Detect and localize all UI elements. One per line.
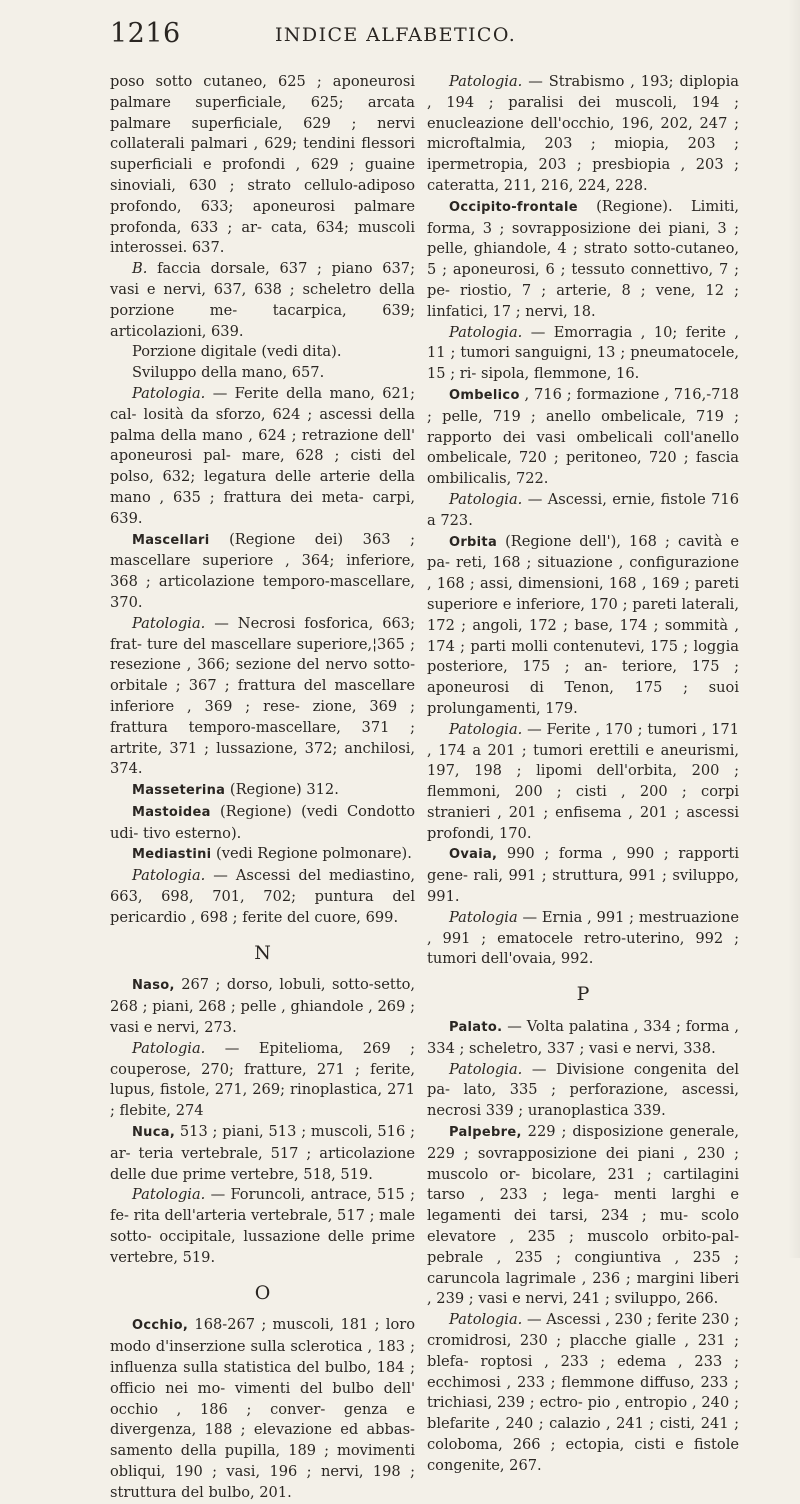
- entry-text: — Ernia , 991 ; mestruazione , 991 ; ematocele retro-uterino, 992 ; tumori dell'ovaia, 992.: [427, 908, 739, 968]
- entry-subheading: Patologia.: [449, 73, 523, 90]
- entry-text: (Regione). Limiti, forma, 3 ; sovrapposizione dei piani, 3 ; pelle, ghiandole, 4 ; strato sotto-cutaneo, 5 ; aponeurosi, 6 ; tessuto connettivo, 7 ; pe- riostio, 7 ; arterie, 8 ; vene, 12 ; linfatici, 17 ; nervi, 18.: [427, 197, 739, 320]
- index-entry: [110, 866, 415, 928]
- entry-lemma: Mastoidea: [132, 804, 211, 820]
- entry-subheading: Patologia.: [132, 614, 206, 632]
- index-entry: [110, 802, 415, 845]
- entry-subheading: Patologia.: [449, 1060, 523, 1078]
- entry-text: (Regione) (vedi Condotto udi- tivo esterno).: [110, 802, 415, 842]
- left-column: [110, 72, 415, 1504]
- entry-subheading: Patologia.: [449, 490, 523, 508]
- entry-text: (vedi Regione polmonare).: [211, 845, 412, 863]
- index-entry: [110, 614, 415, 780]
- index-entry: [110, 1315, 415, 1503]
- entry-text: 513 ; piani, 513 ; muscoli, 516 ; ar- teria vertebrale, 517 ; articolazione delle due prime vertebre, 518, 519.: [110, 1123, 415, 1183]
- right-column: [427, 72, 739, 1477]
- index-entry: [110, 259, 415, 342]
- index-entry: [110, 72, 415, 259]
- entry-text: — Ascessi, ernie, fistole 716 a 723.: [427, 490, 739, 529]
- page-header: [110, 18, 720, 54]
- entry-lemma: Ombelico: [449, 387, 520, 403]
- index-entry: [427, 1017, 739, 1060]
- entry-lemma: Occhio,: [132, 1318, 189, 1334]
- index-entry: [110, 530, 415, 614]
- entry-subheading: Patologia.: [449, 1311, 523, 1329]
- index-entry: [427, 908, 739, 970]
- index-entry: [110, 975, 415, 1038]
- entry-text: — Volta palatina , 334 ; forma , 334 ; scheletro, 337 ; vasi e nervi, 338.: [427, 1018, 739, 1057]
- entry-text: Porzione digitale (vedi dita).: [132, 343, 342, 361]
- index-entry: [427, 385, 739, 490]
- index-entry: [110, 1185, 415, 1268]
- entry-subheading: Patologia.: [132, 1039, 206, 1057]
- index-entry: [427, 532, 739, 720]
- entry-text: — Ferite della mano, 621; cal- losità da sforzo, 624 ; ascessi della palma della mano , 624 ; retrazione dell' aponeurosi pal- mare, 628 ; cisti del polso, 632; legatura delle arterie della mano , 635 ; frattura dei meta- carpi, 639.: [110, 384, 415, 527]
- entry-text: 229 ; disposizione generale, 229 ; sovrapposizione dei piani , 230 ; muscolo or- bicolare, 231 ; cartilagini tarso , 233 ; lega- menti larghi e legamenti dei tarsi, 234 ; mu- scolo elevatore , 235 ; muscolo orbito-pal- pebrale , 235 ; congiuntiva , 235 ; caruncola lagrimale , 236 ; margini liberi , 239 ; vasi e nervi, 241 ; sviluppo, 266.: [427, 1123, 739, 1308]
- index-entry: [110, 342, 415, 363]
- entry-text: (Regione) 312.: [225, 781, 339, 799]
- index-entry: [427, 72, 739, 197]
- entry-text: — Divisione congenita del pa- lato, 335 ; perforazione, ascessi, necrosi 339 ; uranoplastica 339.: [427, 1060, 739, 1120]
- section-letter: P: [576, 983, 590, 1006]
- entry-text: Sviluppo della mano, 657.: [132, 364, 325, 382]
- entry-text: — Necrosi fosforica, 663; frat- ture del mascellare superiore,¦365 ; resezione , 366; sezione del nervo sotto-orbitale ; 367 ; frattura del mascellare inferiore , 369 ; rese- zione, 369 ; frattura temporo-mascellare, 371 ; artrite, 371 ; lussazione, 372; anchilosi, 374.: [110, 614, 415, 778]
- page-number: 1216: [110, 18, 181, 49]
- index-entry: [427, 197, 739, 323]
- entry-lemma: Palato.: [449, 1020, 503, 1036]
- index-entry: [427, 1122, 739, 1310]
- entry-lemma: Occipito-frontale: [449, 199, 578, 215]
- index-entry: [110, 363, 415, 384]
- index-entry: [110, 780, 415, 802]
- entry-text: — Emorragia , 10; ferite , 11 ; tumori sanguigni, 13 ; pneumatocele, 15 ; ri- sipola, flemmone, 16.: [427, 323, 739, 383]
- entry-text: — Ferite , 170 ; tumori , 171 , 174 a 201 ; tumori erettili e aneurismi, 197, 198 ; lipomi dell'orbita, 200 ; flemmoni, 200 ; cisti , 200 ; corpi stranieri , 201 ; enfisema , 201 ; ascessi profondi, 170.: [427, 720, 739, 842]
- entry-text: 267 ; dorso, lobuli, sotto-setto, 268 ; piani, 268 ; pelle , ghiandole , 269 ; vasi e nervi, 273.: [110, 976, 415, 1037]
- entry-text: — Epitelioma, 269 ; couperose, 270; fratture, 271 ; ferite, lupus, fistole, 271, 269; rinoplastica, 271 ; flebite, 274: [110, 1039, 415, 1120]
- section-letter: O: [254, 1281, 271, 1304]
- entry-subheading: Patologia.: [132, 867, 206, 885]
- entry-subheading: Patologia.: [449, 323, 523, 341]
- index-entry: [427, 1310, 739, 1476]
- entry-subheading: Patologia: [449, 908, 518, 926]
- entry-lemma: Masseterina: [132, 783, 226, 799]
- index-entry: [110, 384, 415, 530]
- entry-text: poso sotto cutaneo, 625 ; aponeurosi palmare superficiale, 625; arcata palmare superficiale, 629 ; nervi collaterali palmari , 629; tendini flessori superficiali e profondi , 629 ; guaine sinoviali, 630 ; strato cellulo-adiposo profondo, 633; aponeurosi palmare profonda, 633 ; ar- cata, 634; muscoli interossei. 637.: [110, 73, 415, 257]
- entry-text: (Regione dei) 363 ; mascellare superiore , 364; inferiore, 368 ; articolazione temporo-mascellare, 370.: [110, 530, 415, 611]
- index-entry: [427, 323, 739, 385]
- index-entry: [427, 720, 739, 845]
- entry-text: (Regione dell'), 168 ; cavità e pa- reti, 168 ; situazione , configurazione , 168 ; assi, dimensioni, 168 , 169 ; pareti superiore e inferiore, 170 ; pareti laterali, 172 ; angoli, 172 ; base, 174 ; sommità , 174 ; parti molli contenutevi, 175 ; loggia posteriore, 175 ; an- teriore, 175 ; aponeurosi di Tenon, 175 ; suoi prolungamenti, 179.: [427, 532, 739, 717]
- entry-lemma: Naso,: [132, 978, 175, 994]
- entry-lemma: Orbita: [449, 534, 498, 550]
- entry-text: — Ascessi del mediastino, 663, 698, 701, 702; puntura del pericardio , 698 ; ferite del cuore, 699.: [110, 867, 415, 926]
- running-title: INDICE ALFABETICO.: [275, 24, 517, 46]
- index-entry: [110, 844, 415, 866]
- entry-text: 990 ; forma , 990 ; rapporti gene- rali, 991 ; struttura, 991 ; sviluppo, 991.: [427, 845, 739, 906]
- section-letter: N: [254, 941, 271, 964]
- entry-text: — Strabismo , 193; diplopia , 194 ; paralisi dei muscoli, 194 ; enucleazione dell'occhio, 196, 202, 247 ; microftalmia, 203 ; miopia, 203 ; ipermetropia, 203 ; presbiopia , 203 ; cateratta, 211, 216, 224, 228.: [427, 73, 739, 194]
- entry-lemma: Mediastini: [132, 847, 212, 863]
- entry-subheading: Patologia.: [449, 720, 523, 738]
- entry-lemma: Ovaia,: [449, 847, 498, 863]
- entry-lemma: Palpebre,: [449, 1125, 522, 1141]
- entry-lemma: Mascellari: [132, 532, 210, 548]
- entry-subheading: Patologia.: [132, 1186, 206, 1204]
- page-edge-shadow: [788, 0, 800, 1258]
- index-entry: [110, 1039, 415, 1122]
- entry-subheading: B.: [132, 260, 148, 278]
- entry-text: — Ascessi , 230 ; ferite 230 ; cromidrosi, 230 ; placche gialle , 231 ; blefa- roptosi , 233 ; edema , 233 ; ecchimosi , 233 ; flemmone diffuso, 233 ; trichiasi, 239 ; ectro- pio , entropio , 240 ; blefarite , 240 ; calazio , 241 ; cisti, 241 ; coloboma, 266 ; ectopia, cisti e fistole congenite, 267.: [427, 1311, 739, 1474]
- entry-text: 168-267 ; muscoli, 181 ; loro modo d'inserzione sulla sclerotica , 183 ; influenza sulla statistica del bulbo, 184 ; officio nei mo- vimenti del bulbo dell' occhio , 186 ; conver- genza e divergenza, 188 ; elevazione ed abbas- samento della pupilla, 189 ; movimenti obliqui, 190 ; vasi, 196 ; nervi, 198 ; struttura del bulbo, 201.: [110, 1316, 415, 1501]
- entry-lemma: Nuca,: [132, 1125, 176, 1141]
- entry-text: — Foruncoli, antrace, 515 ; fe- rita dell'arteria vertebrale, 517 ; male sotto- occipitale, lussazione delle prime vertebre, 519.: [110, 1186, 415, 1266]
- entry-text: faccia dorsale, 637 ; piano 637; vasi e nervi, 637, 638 ; scheletro della porzione me- tacarpica, 639; articolazioni, 639.: [110, 260, 415, 340]
- index-entry: [427, 1060, 739, 1122]
- index-entry: [110, 1122, 415, 1185]
- entry-subheading: Patologia.: [132, 384, 206, 402]
- index-entry: [427, 844, 739, 907]
- index-entry: [427, 490, 739, 532]
- entry-text: , 716 ; formazione , 716,-718 ; pelle, 719 ; anello ombelicale, 719 ; rapporto dei vasi ombelicali coll'anello ombelicale, 720 ; peritoneo, 720 ; fascia ombilicalis, 722.: [427, 385, 739, 488]
